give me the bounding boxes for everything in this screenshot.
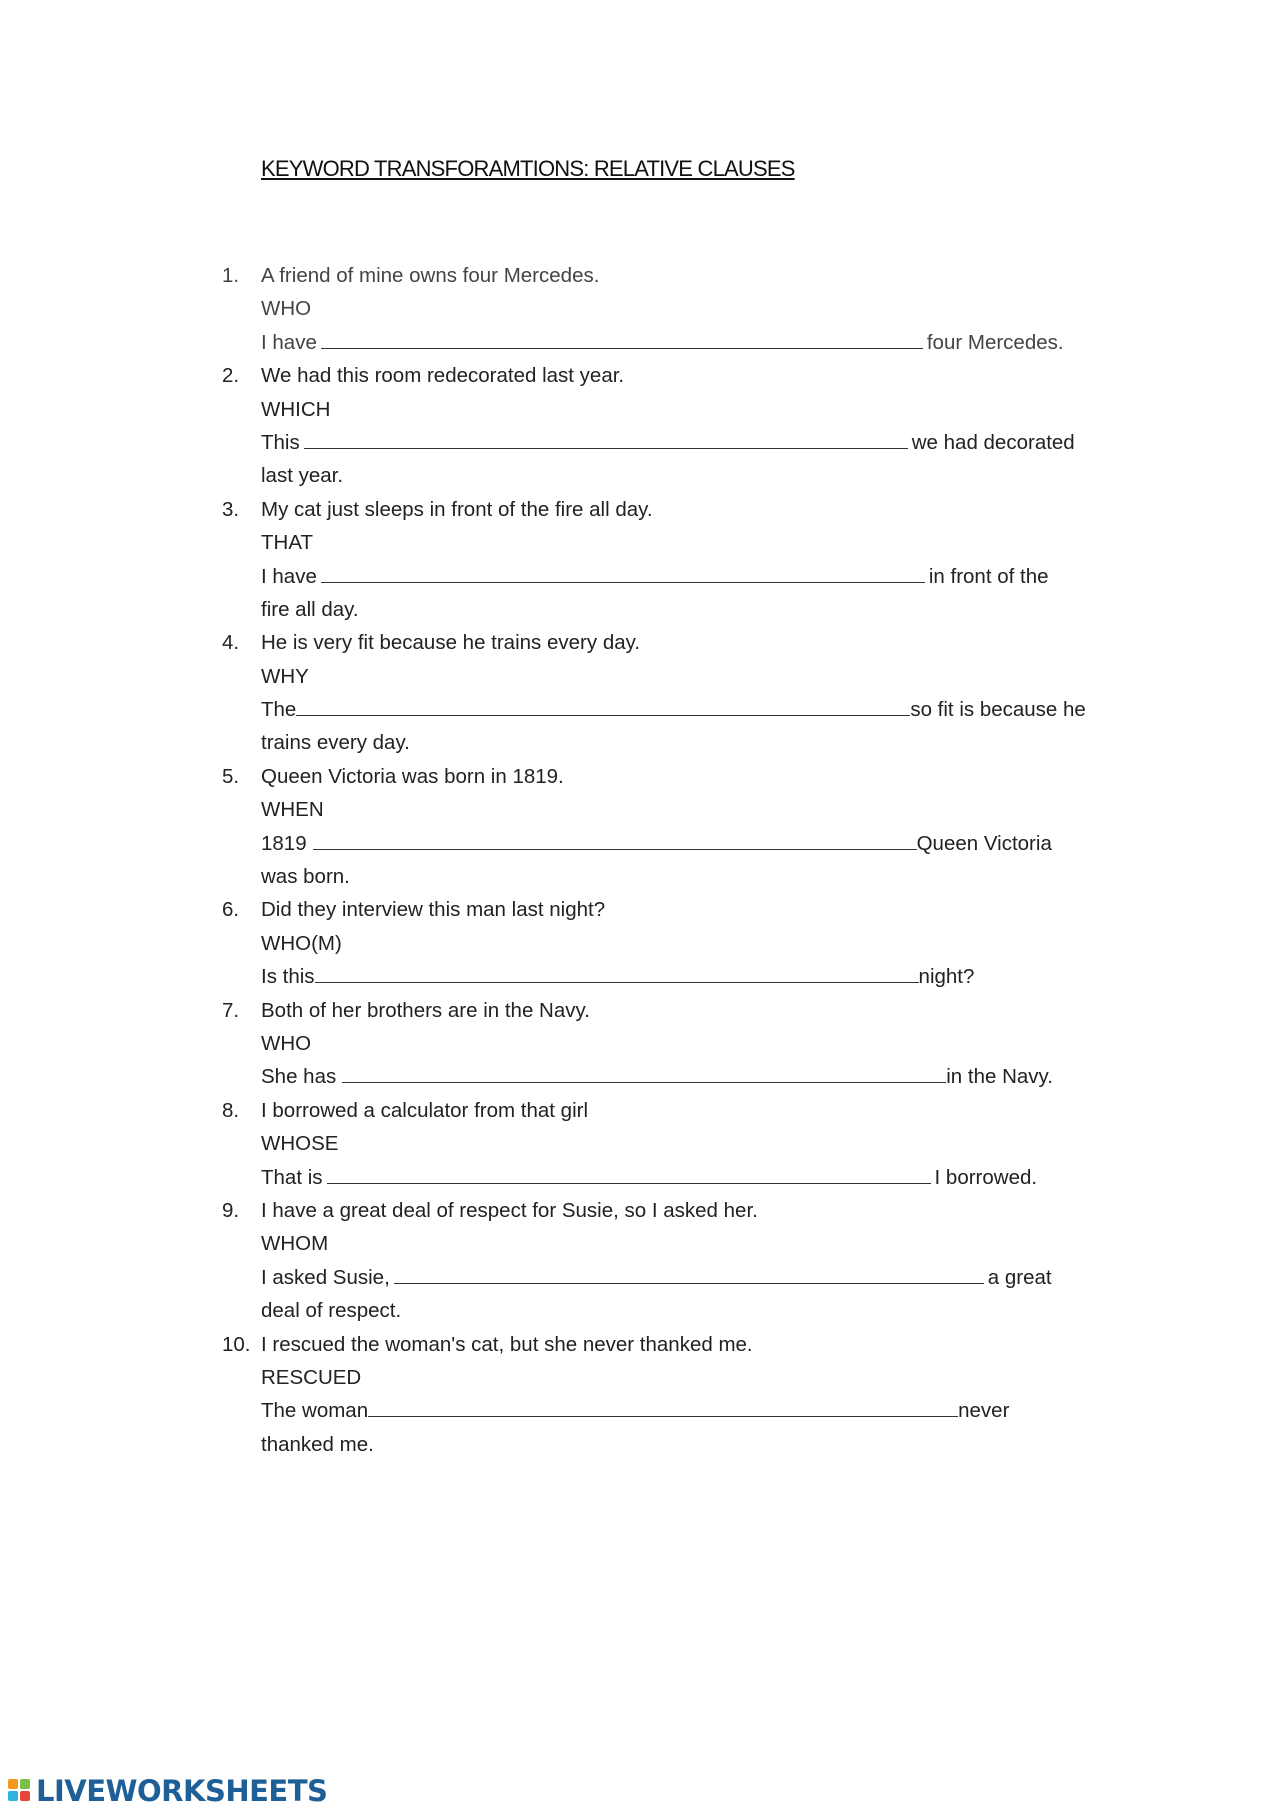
answer-suffix: I borrowed. xyxy=(934,1165,1038,1189)
answer-continuation: deal of respect. xyxy=(261,1299,402,1323)
question-keyword: WHY xyxy=(261,664,309,688)
answer-blank[interactable] xyxy=(327,1161,931,1184)
question-keyword: WHEN xyxy=(261,798,324,822)
question-item xyxy=(0,994,1280,1094)
answer-blank[interactable] xyxy=(368,1394,958,1417)
answer-prefix: I have xyxy=(261,330,317,354)
answer-suffix: in front of the xyxy=(928,564,1049,588)
answer-suffix: never xyxy=(958,1399,1010,1423)
question-number: 6. xyxy=(222,898,240,922)
answer-blank[interactable] xyxy=(342,1060,946,1083)
question-number: 8. xyxy=(222,1098,240,1122)
question-number: 2. xyxy=(222,364,240,388)
question-item xyxy=(0,1328,1280,1462)
answer-prefix: 1819 xyxy=(261,831,307,855)
question-number: 9. xyxy=(222,1198,240,1222)
question-sentence: Queen Victoria was born in 1819. xyxy=(261,764,564,788)
answer-prefix: That is xyxy=(261,1165,323,1189)
question-list xyxy=(0,259,1280,1461)
question-number: 7. xyxy=(222,998,240,1022)
question-sentence: I borrowed a calculator from that girl xyxy=(261,1098,588,1122)
question-sentence: A friend of mine owns four Mercedes. xyxy=(261,264,600,287)
answer-prefix: She has xyxy=(261,1065,337,1089)
question-item xyxy=(0,493,1280,627)
question-keyword: WHOSE xyxy=(261,1132,339,1156)
question-sentence: Did they interview this man last night? xyxy=(261,898,606,922)
question-item xyxy=(0,1094,1280,1194)
question-sentence: I rescued the woman's cat, but she never thanked me. xyxy=(261,1332,753,1356)
answer-suffix: Queen Victoria xyxy=(916,831,1052,855)
question-sentence: He is very fit because he trains every day. xyxy=(261,631,641,655)
answer-suffix: a great xyxy=(987,1265,1052,1289)
answer-prefix: The woman xyxy=(261,1399,369,1423)
question-item xyxy=(0,259,1280,359)
answer-prefix: The xyxy=(261,698,297,722)
question-item xyxy=(0,1194,1280,1328)
answer-suffix: we had decorated xyxy=(911,430,1075,454)
question-item xyxy=(0,893,1280,993)
answer-continuation: was born. xyxy=(261,865,350,889)
question-number: 5. xyxy=(222,764,240,788)
answer-continuation: fire all day. xyxy=(261,597,359,621)
question-item xyxy=(0,626,1280,760)
question-keyword: RESCUED xyxy=(261,1365,362,1389)
answer-blank[interactable] xyxy=(304,426,908,449)
answer-prefix: Is this xyxy=(261,965,315,989)
question-number: 10. xyxy=(222,1332,251,1356)
question-sentence: My cat just sleeps in front of the fire all day. xyxy=(261,497,653,521)
logo-text: LIVEWORKSHEETS xyxy=(36,1774,328,1808)
question-keyword: WHO(M) xyxy=(261,931,342,955)
answer-suffix: night? xyxy=(918,965,975,989)
answer-continuation: last year. xyxy=(261,464,344,488)
question-sentence: Both of her brothers are in the Navy. xyxy=(261,998,590,1022)
answer-suffix: in the Navy. xyxy=(946,1065,1053,1089)
question-sentence: I have a great deal of respect for Susie, so I asked her. xyxy=(261,1198,758,1222)
question-keyword: WHO xyxy=(261,1031,312,1055)
logo-grid-icon xyxy=(8,1779,32,1803)
question-item xyxy=(0,760,1280,894)
answer-blank[interactable] xyxy=(313,827,917,850)
page-title: KEYWORD TRANSFORAMTIONS: RELATIVE CLAUSES xyxy=(261,156,795,181)
question-number: 4. xyxy=(222,631,240,655)
answer-blank[interactable] xyxy=(315,960,919,983)
answer-prefix: I have xyxy=(261,564,317,588)
answer-suffix: so fit is because he xyxy=(910,698,1086,722)
question-keyword: WHO xyxy=(261,297,312,321)
answer-continuation: thanked me. xyxy=(261,1432,374,1456)
answer-prefix: This xyxy=(261,430,300,454)
question-keyword: WHICH xyxy=(261,397,331,421)
question-number: 1. xyxy=(222,264,240,287)
question-sentence: We had this room redecorated last year. xyxy=(261,364,625,388)
answer-blank[interactable] xyxy=(296,693,910,716)
question-keyword: WHOM xyxy=(261,1232,329,1256)
question-number: 3. xyxy=(222,497,240,521)
answer-prefix: I asked Susie, xyxy=(261,1265,390,1289)
answer-continuation: trains every day. xyxy=(261,731,410,755)
question-item xyxy=(0,359,1280,493)
answer-blank[interactable] xyxy=(394,1261,984,1284)
answer-blank[interactable] xyxy=(321,326,923,349)
answer-blank[interactable] xyxy=(321,560,925,583)
liveworksheets-logo xyxy=(8,1776,327,1806)
question-keyword: THAT xyxy=(261,531,314,555)
answer-suffix: four Mercedes. xyxy=(926,330,1064,354)
